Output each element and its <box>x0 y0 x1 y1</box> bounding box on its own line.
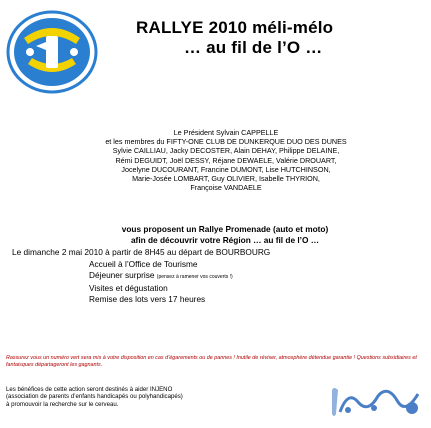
presenter-line: et les membres du FIFTY-ONE CLUB DE DUNKERQUE DUO DES DUNES <box>105 137 347 147</box>
proposal-line: afin de découvrir votre Région … au fil de l’O … <box>130 234 320 245</box>
program-item-welcome: Accueil à l’Office de Tourisme <box>89 259 198 269</box>
benefits-line: Les bénéfices de cette action seront destinés à aider INJENO <box>6 386 173 393</box>
benefits-block <box>6 386 306 408</box>
presenter-line: Rémi DEGUIDT, Joël DESSY, Réjane DEWAELE, Valérie DROUART, <box>115 155 337 165</box>
program-item-lunch <box>89 270 233 283</box>
proposal-block <box>30 224 420 245</box>
benefits-line: (association de parents d’enfants handicapés ou polyhandicapés) <box>6 393 183 401</box>
event-title-line1: RALLYE 2010 méli-mélo <box>136 18 334 37</box>
presenter-line: Le Président Sylvain CAPPELLE <box>173 128 279 137</box>
event-title <box>136 18 426 58</box>
club-emblem-icon <box>6 6 98 98</box>
proposal-line: vous proposent un Rallye Promenade (auto et moto) <box>121 224 329 234</box>
presenters-block <box>36 128 416 192</box>
reassurance-note: Rassurez vous un numéro vert sera mis à votre disposition en cas d’égarements ou de pannes ! Inutile de réviser, atmosphère détendue garantie ! Questions subsidiaires et fantaisques départageront les gagnants. <box>6 355 417 368</box>
program-lunch-note: (pensez à ramener vos couverts !) <box>156 274 233 280</box>
presenter-line: Françoise VANDAELE <box>190 183 262 193</box>
program-list <box>89 259 233 305</box>
benefits-line: à promouvoir la recherche sur le cerveau. <box>6 400 119 408</box>
injeno-logo-icon <box>328 384 424 420</box>
event-date-line: Le dimanche 2 mai 2010 à partir de 8H45 au départ de BOURBOURG <box>12 247 271 257</box>
presenter-line: Marie-Josée LOMBART, Guy OLIVIER, Isabelle THYRION, <box>132 174 320 184</box>
presenter-line: Jocelyne DUCOURANT, Francine DUMONT, Lise HUTCHINSON, <box>121 164 331 174</box>
event-title-line2: … au fil de l’O … <box>184 38 323 57</box>
program-item-prizes: Remise des lots vers 17 heures <box>89 294 206 304</box>
presenter-line: Sylvie CAILLIAU, Jacky DECOSTER, Alain DEHAY, Philippe DELAINE, <box>112 146 340 156</box>
program-item-tasting: Visites et dégustation <box>89 283 168 293</box>
program-lunch-label: Déjeuner surprise <box>89 270 155 280</box>
